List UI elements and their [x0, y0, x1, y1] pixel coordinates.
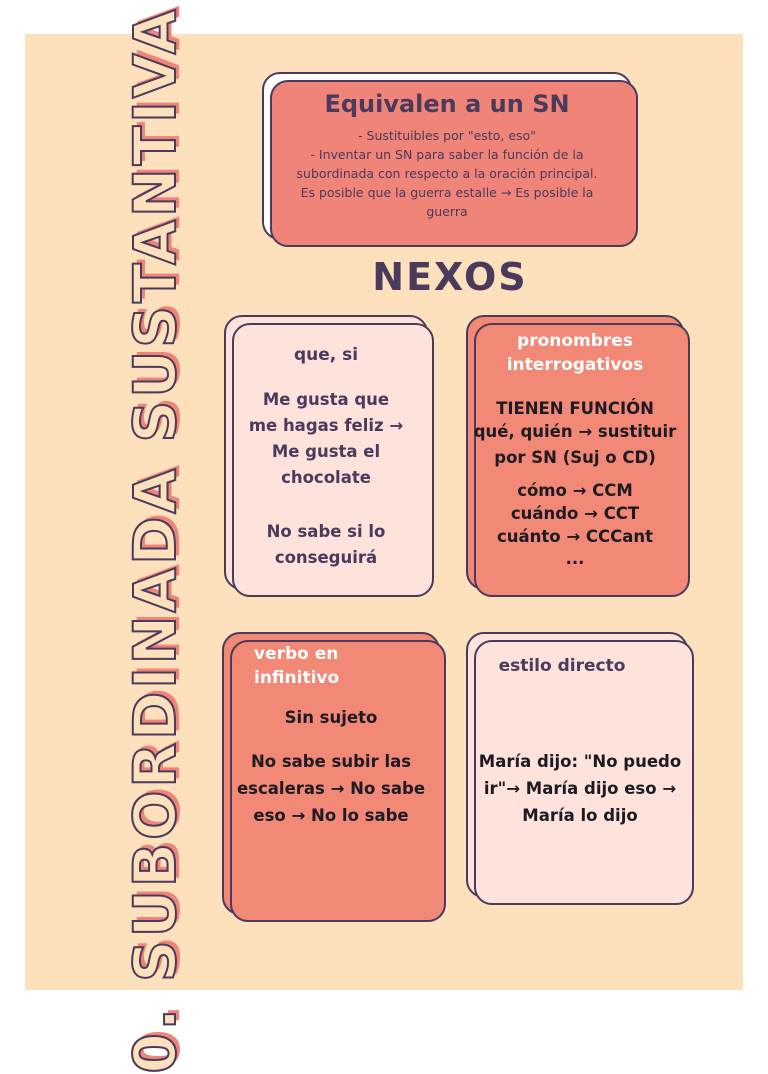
card-que-si-head: que, si: [293, 345, 359, 365]
intro-card: [262, 72, 632, 240]
card-pronombres-line-7: ...: [565, 549, 585, 568]
card-pronombres-line-6: cuánto → CCCant: [496, 527, 654, 546]
card-infinitivo-example: No sabe subir las escaleras → No sabe eso → No lo sabe: [236, 752, 426, 825]
intro-line-1: - Sustituibles por "esto, eso": [358, 128, 536, 143]
intro-heading: Equivalen a un SN: [324, 90, 570, 118]
card-infinitivo-sub: Sin sujeto: [284, 708, 378, 727]
card-que-si: [224, 315, 428, 590]
card-infinitivo: [222, 632, 440, 915]
card-que-si-example-2: No sabe si lo conseguirá: [266, 522, 386, 567]
card-que-si-example-1: Me gusta que me hagas feliz → Me gusta el chocolate: [248, 390, 404, 487]
card-estilo-directo-head: estilo directo: [498, 656, 626, 676]
card-pronombres-line-3: por SN (Suj o CD): [494, 448, 656, 467]
intro-line-3: Es posible que la guerra estalle → Es posible la guerra: [300, 185, 594, 219]
nexos-heading: NEXOS: [372, 255, 528, 299]
card-pronombres-line-4: cómo → CCM: [517, 481, 633, 500]
vertical-title: 0. SUBORDINADA SUSTANTIVA: [121, 6, 189, 1074]
card-pronombres: [466, 315, 684, 590]
card-infinitivo-head: verbo en infinitivo: [254, 644, 340, 688]
intro-line-2: - Inventar un SN para saber la función de la subordinada con respecto a la oración principal.: [296, 147, 598, 181]
card-estilo-directo: [466, 632, 688, 898]
card-pronombres-line-2: qué, quién → sustituir: [473, 422, 677, 441]
card-pronombres-head: pronombres interrogativos: [506, 331, 644, 375]
card-pronombres-line-5: cuándo → CCT: [510, 504, 640, 523]
card-estilo-directo-example: María dijo: "No puedo ir"→ María dijo eso → María lo dijo: [478, 752, 682, 825]
card-pronombres-line-1: TIENEN FUNCIÓN: [496, 399, 654, 418]
